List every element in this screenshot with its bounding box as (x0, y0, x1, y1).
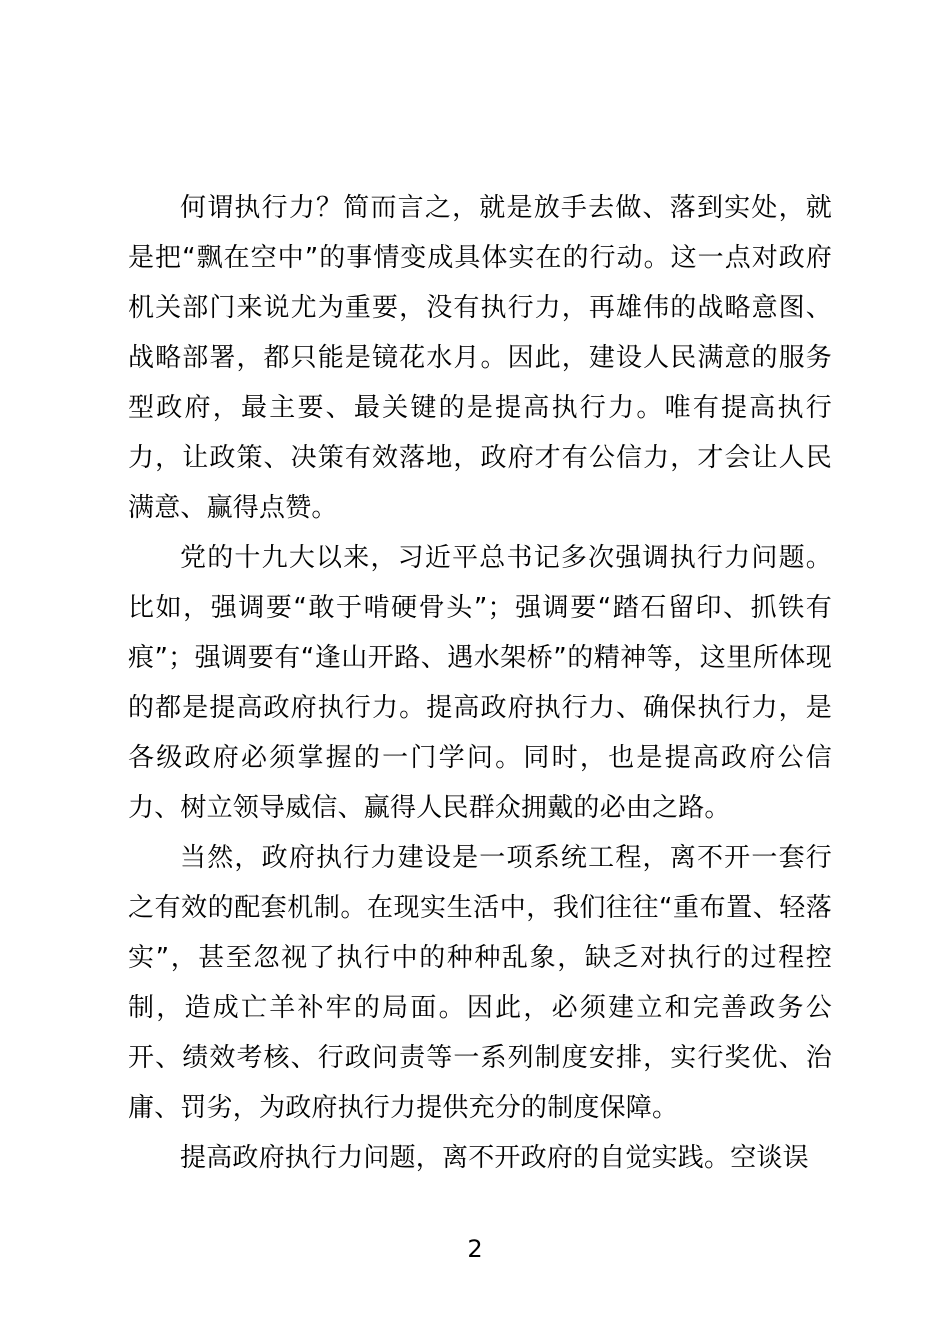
paragraph-3: 当然，政府执行力建设是一项系统工程，离不开一套行之有效的配套机制。在现实生活中，我们往往“重布置、轻落实”，甚至忽视了执行中的种种乱象，缺乏对执行的过程控制，造成亡羊补牢的局面。因此，必须建立和完善政务公开、绩效考核、行政问责等一系列制度安排，实行奖优、治庸、罚劣，为政府执行力提供充分的制度保障。 (128, 843, 832, 1123)
paragraph-2: 党的十九大以来，习近平总书记多次强调执行力问题。比如，强调要“敢于啃硬骨头”；强调要“踏石留印、抓铁有痕”；强调要有“逢山开路、遇水架桥”的精神等，这里所体现的都是提高政府执行力。提高政府执行力、确保执行力，是各级政府必须掌握的一门学问。同时，也是提高政府公信力、树立领导威信、赢得人民群众拥戴的必由之路。 (128, 543, 832, 823)
document-body (128, 183, 832, 1183)
page-number: 2 (467, 1235, 483, 1263)
paragraph-4: 提高政府执行力问题，离不开政府的自觉实践。空谈误 (180, 1143, 809, 1173)
paragraph-1: 何谓执行力？简而言之，就是放手去做、落到实处，就是把“飘在空中”的事情变成具体实在的行动。这一点对政府机关部门来说尤为重要，没有执行力，再雄伟的战略意图、战略部署，都只能是镜花水月。因此，建设人民满意的服务型政府，最主要、最关键的是提高执行力。唯有提高执行力，让政策、决策有效落地，政府才有公信力，才会让人民满意、赢得点赞。 (128, 193, 832, 523)
